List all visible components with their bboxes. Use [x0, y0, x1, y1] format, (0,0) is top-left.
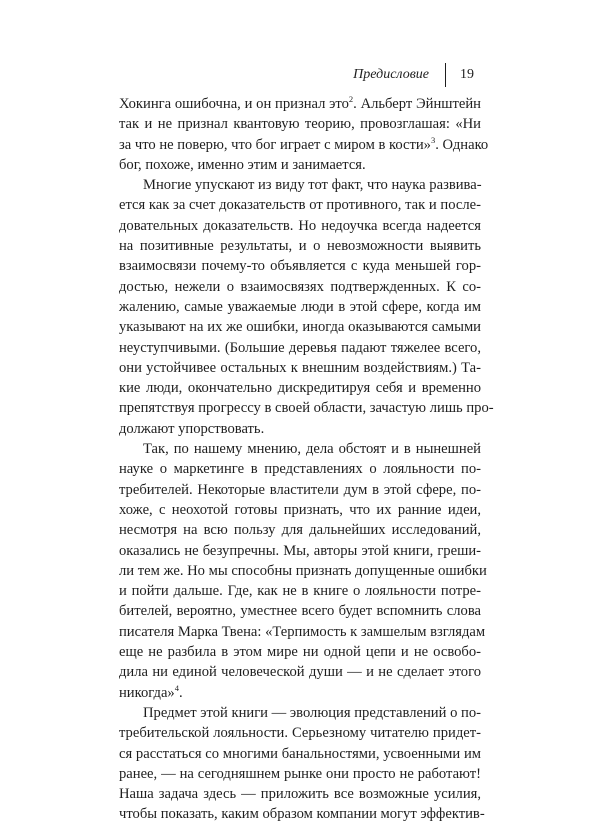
- text-line: кие люди, окончательно дискредитируя себя и временно: [119, 380, 481, 397]
- text-line: Хокинга ошибочна, и он признал это$^2$. Альберт Эйнштейн: [119, 94, 481, 112]
- text-line: взаимосвязи почему-то объявляется с куда меньшей гор-: [119, 258, 481, 275]
- text-line: ранее, — на сегодняшнем рынке они просто не работают!: [119, 765, 481, 782]
- text-line: на позитивные результаты, и о невозможности выявить: [119, 238, 481, 255]
- text-line: Так, по нашему мнению, дела обстоят и в нынешней: [143, 441, 481, 458]
- text-line: указывают на их же ошибки, иногда оказываются самыми: [119, 319, 481, 336]
- text-line: науке о маркетинге в представлениях о лояльности по-: [119, 461, 481, 478]
- page-header: [353, 64, 474, 86]
- text-line: дила ни единой человеческой души — и не сделает этого: [119, 664, 481, 681]
- text-line: должают упорствовать.: [119, 420, 265, 437]
- text-line: они устойчивее остальных к внешним воздействиям.) Та-: [119, 359, 481, 376]
- text-line: никогда»$^4$.: [119, 682, 183, 701]
- text-line: бителей, вероятно, уместнее всего будет вспомнить слова: [119, 603, 481, 620]
- text-line: так и не признал квантовую теорию, провозглашая: «Ни: [119, 116, 481, 133]
- footnote-marker: 4: [174, 682, 179, 693]
- text-line: несмотря на всю пользу для дальнейших исследований,: [119, 522, 481, 539]
- text-line: хоже, с неохотой готовы признать, что их ранние идеи,: [119, 501, 481, 518]
- text-line: Наша задача здесь — приложить все возможные усилия,: [119, 786, 481, 803]
- running-title: Предисловие: [353, 67, 429, 82]
- text-line: Предмет этой книги — эволюция представлений о по-: [143, 704, 481, 721]
- text-line: еще не разбила в этом мире ни одной цепи и не освобо-: [119, 644, 481, 661]
- text-line: чтобы показать, каким образом компании могут эффектив-: [119, 806, 485, 823]
- text-line: ли тем же. Но мы способны признать допущенные ошибки: [119, 562, 487, 579]
- footnote-marker: 2: [348, 94, 354, 105]
- text-line: неуступчивыми. (Большие деревья падают тяжелее всего,: [119, 339, 481, 356]
- text-line: требительской лояльности. Серьезному читателю придет-: [119, 725, 481, 742]
- text-line: писателя Марка Твена: «Терпимость к замшелым взглядам: [119, 623, 486, 640]
- text-line: жалению, самые уважаемые люди в этой сфере, когда им: [119, 298, 481, 315]
- page-number: 19: [460, 67, 474, 82]
- footnote-marker: 3: [430, 134, 436, 145]
- text-line: требителей. Некоторые властители дум в этой сфере, по-: [119, 481, 481, 498]
- text-line: оказались не безупречны. Мы, авторы этой книги, греши-: [119, 542, 481, 559]
- text-line: довательных доказательств. Но недоучка всегда надеется: [119, 217, 481, 234]
- text-line: достью, нежели о взаимосвязях подтвержденных. К со-: [119, 278, 481, 295]
- body-text: [119, 94, 494, 825]
- text-line: Многие упускают из виду тот факт, что наука развива-: [143, 177, 482, 194]
- text-line: бог, похоже, именно этим и занимается.: [119, 156, 366, 173]
- text-line: ется как за счет доказательств от противного, так и после-: [119, 197, 481, 214]
- text-line: ся расстаться со многими банальностями, усвоенными им: [119, 745, 481, 762]
- text-line: препятствуя прогрессу в своей области, зачастую лишь про-: [119, 400, 494, 417]
- text-line: за что не поверю, что бог играет с миром в кости»$^3$. Однако: [119, 134, 489, 153]
- text-line: и пойти дальше. Где, как не в книге о лояльности потре-: [119, 583, 481, 600]
